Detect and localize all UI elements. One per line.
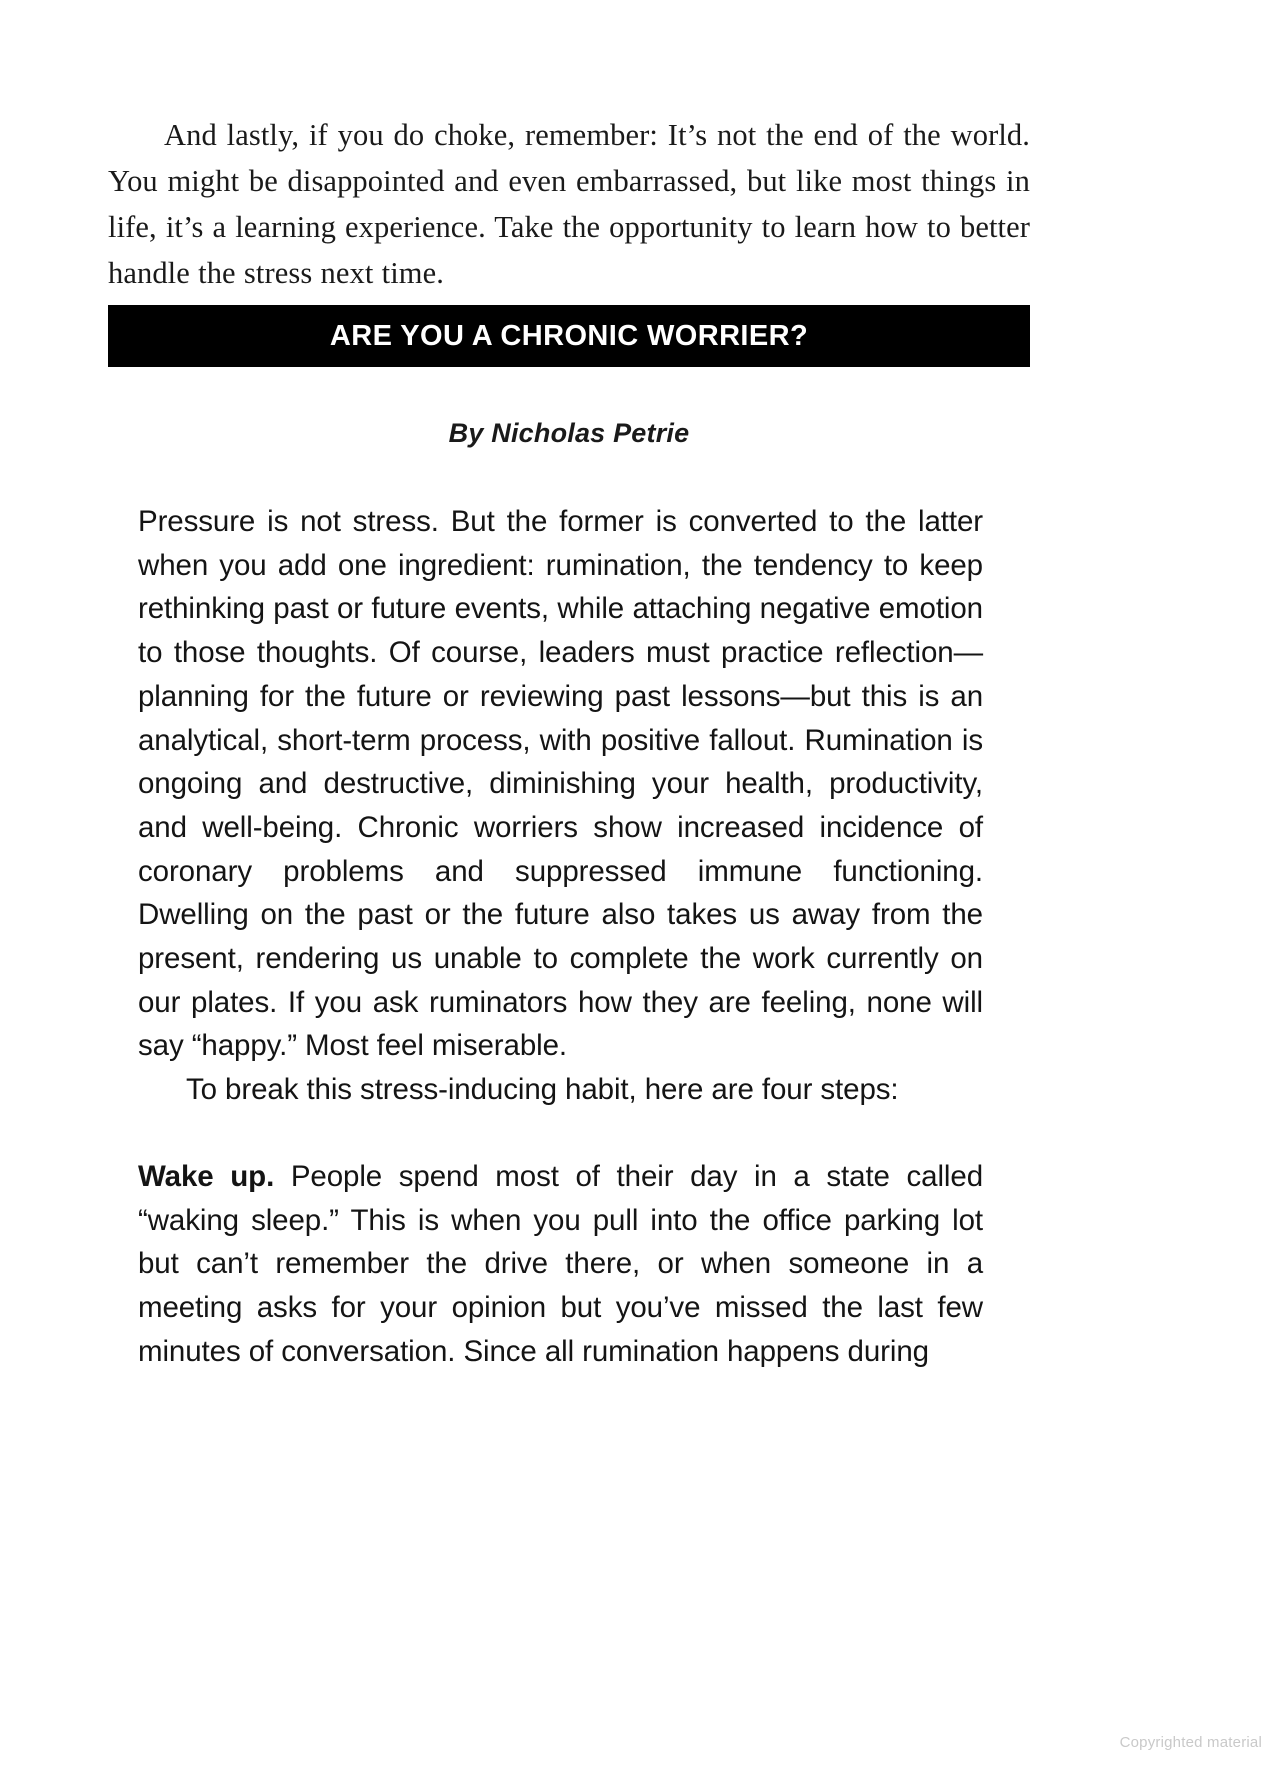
previous-article-closing-paragraph: And lastly, if you do choke, remember: It’s not the end of the world. You might be disappointed and even embarrassed, but like most things in life, it’s a learning experience. Take the opportunity to learn how to better handle the stress next time. (108, 118, 1030, 290)
copyright-notice: Copyrighted material (1119, 1734, 1262, 1751)
previous-article-block (108, 112, 1030, 296)
step-1-text: People spend most of their day in a state called “waking sleep.” This is when you pull into the office parking lot but can’t remember the drive there, or when someone in a meeting asks for your opinion but you’ve missed the last few minutes of conversation. Since all rumination happens during (138, 1159, 983, 1368)
article-body (138, 500, 983, 1373)
section-spacer (138, 1112, 983, 1155)
article-title: ARE YOU A CHRONIC WORRIER? (329, 319, 809, 352)
step-1-lead-in: Wake up. (138, 1159, 275, 1193)
article-byline: By Nicholas Petrie (448, 418, 690, 448)
article-paragraph-1: Pressure is not stress. But the former is converted to the latter when you add one ingredient: rumination, the tendency to keep rethinking past or future events, while attaching negative emotion to those thoughts. Of course, leaders must practice reflection—planning for the future or reviewing past lessons—but this is an analytical, short-term process, with positive fallout. Rumination is ongoing and destructive, diminishing your health, productivity, and well-being. Chronic worriers show increased incidence of coronary problems and suppressed immune functioning. Dwelling on the past or the future also takes us away from the present, rendering us unable to complete the work currently on our plates. If you ask ruminators how they are feeling, none will say “happy.” Most feel miserable. (138, 505, 983, 1063)
article-paragraph-2: To break this stress-inducing habit, here are four steps: (186, 1073, 899, 1107)
article-title-banner (108, 305, 1030, 367)
article-step-1 (138, 1155, 983, 1374)
